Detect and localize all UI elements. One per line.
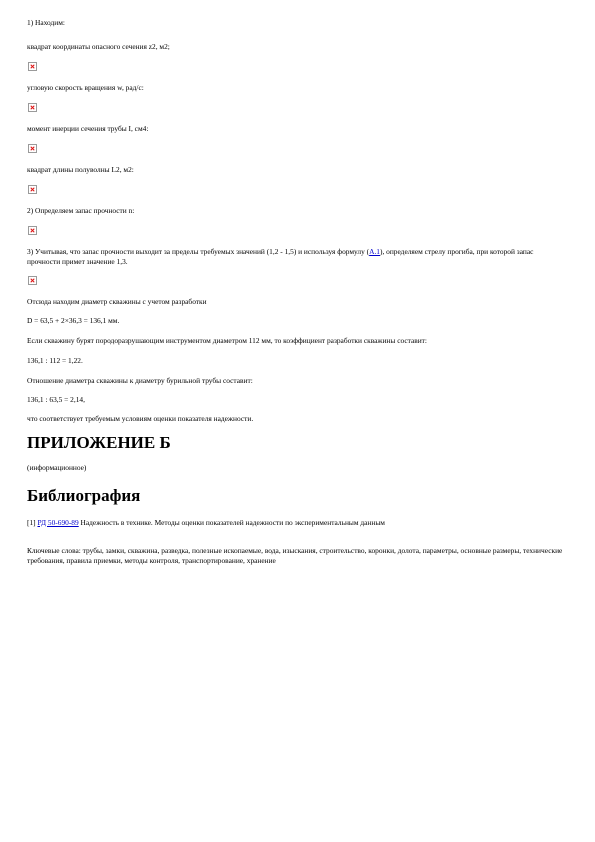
broken-image-icon (28, 144, 37, 153)
step-inertia-text: момент инерции сечения трубы I, см4: (27, 124, 149, 133)
step-length-text: квадрат длины полуволны L2, м2: (27, 165, 134, 174)
step-omega-text: угловую скорость вращения w, рад/с: (27, 83, 144, 92)
coef-intro: Если скважину бурят породоразрушающим инструментом диаметром 112 мм, то коэффициент разработки скважины составит: (27, 336, 427, 345)
appendix-title: ПРИЛОЖЕНИЕ Б (27, 433, 171, 452)
reference-title: Надежность в технике. Методы оценки показателей надежности по экспериментальным данным (78, 518, 385, 527)
reference-number: [1] (27, 518, 38, 527)
broken-image-icon (28, 226, 37, 235)
ratio-value: 136,1 : 63,5 = 2,14, (27, 395, 85, 404)
bibliography-entry (27, 518, 567, 528)
conclusion-text: что соответствует требуемым условиям оценки показателя надежности. (27, 414, 254, 423)
step-3-text-start: 3) Учитывая, что запас прочности выходит за пределы требуемых значений (1,2 - 1,5) и используя формулу ( (27, 247, 370, 256)
bibliography-title: Библиография (27, 486, 141, 505)
broken-image-icon (28, 276, 37, 285)
step-1-title: 1) Находим: (27, 18, 65, 27)
step-area-text: квадрат координаты опасного сечения z2, м2; (27, 42, 170, 51)
formula-a1-link[interactable]: А.1 (369, 247, 380, 256)
broken-image-icon (28, 62, 37, 71)
step-2-title: 2) Определяем запас прочности n: (27, 206, 135, 215)
keywords-text: Ключевые слова: трубы, замки, скважина, разведка, полезные ископаемые, вода, изыскания, строительство, коронки, долота, параметры, основные размеры, технические требования, правила приемки, методы контроля, транспортирование, хранение (27, 546, 563, 565)
ratio-intro: Отношение диаметра скважины к диаметру бурильной трубы составит: (27, 376, 253, 385)
reference-rd-link[interactable]: РД 50-690-89 (37, 518, 79, 527)
step-3-paragraph (27, 247, 567, 267)
diameter-formula: D = 63,5 + 2×36,3 = 136,1 мм. (27, 316, 120, 325)
broken-image-icon (28, 103, 37, 112)
appendix-subtitle: (информационное) (27, 463, 87, 472)
coef-value: 136,1 : 112 = 1,22. (27, 356, 83, 365)
broken-image-icon (28, 185, 37, 194)
diameter-intro: Отсюда находим диаметр скважины с учетом разработки (27, 297, 207, 306)
step-3-text-end: ), определяем стрелу прогиба, при которой запас прочности примет значение 1,3. (27, 247, 534, 266)
